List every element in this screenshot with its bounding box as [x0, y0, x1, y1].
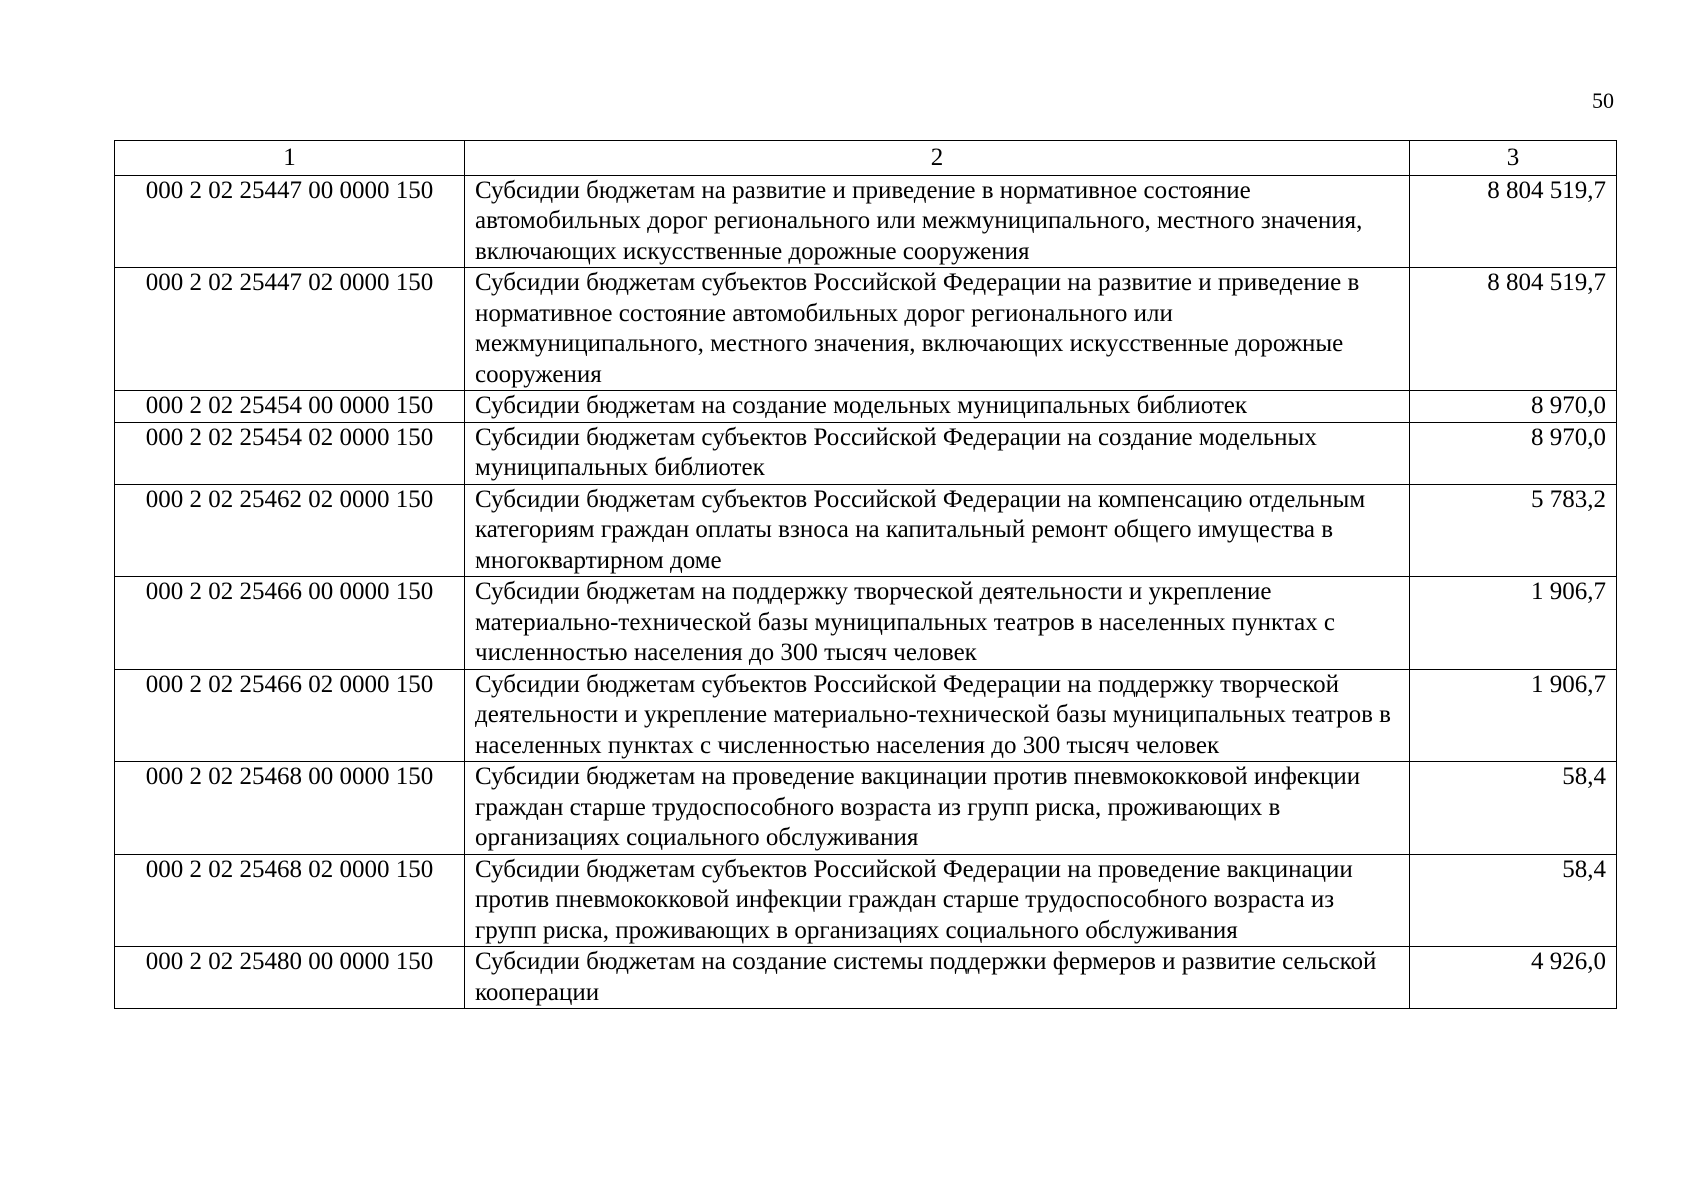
row-code: 000 2 02 25468 00 0000 150	[115, 762, 465, 855]
table-row	[115, 484, 1617, 577]
row-sum: 5 783,2	[1410, 484, 1617, 577]
row-sum: 8 970,0	[1410, 391, 1617, 423]
table-row	[115, 669, 1617, 762]
table-row	[115, 268, 1617, 391]
row-name: Субсидии бюджетам субъектов Российской Федерации на развитие и приведение в нормативное состояние автомобильных дорог регионального или межмуниципального, местного значения, включающих искусственные дорожные сооружения	[465, 268, 1410, 391]
row-sum: 1 906,7	[1410, 669, 1617, 762]
row-sum: 8 970,0	[1410, 422, 1617, 484]
row-name: Субсидии бюджетам на создание модельных муниципальных библиотек	[465, 391, 1410, 423]
table-row	[115, 422, 1617, 484]
row-code: 000 2 02 25447 02 0000 150	[115, 268, 465, 391]
row-name: Субсидии бюджетам на проведение вакцинации против пневмококковой инфекции граждан старше трудоспособного возраста из групп риска, проживающих в организациях социального обслуживания	[465, 762, 1410, 855]
table-header-row	[115, 141, 1617, 176]
table-row	[115, 762, 1617, 855]
column-header-code: 1	[115, 141, 465, 176]
page-number: 50	[1592, 88, 1614, 113]
row-code: 000 2 02 25466 00 0000 150	[115, 577, 465, 670]
row-code: 000 2 02 25454 00 0000 150	[115, 391, 465, 423]
row-code: 000 2 02 25447 00 0000 150	[115, 175, 465, 268]
row-code: 000 2 02 25480 00 0000 150	[115, 947, 465, 1009]
row-sum: 8 804 519,7	[1410, 268, 1617, 391]
row-name: Субсидии бюджетам на развитие и приведение в нормативное состояние автомобильных дорог регионального или межмуниципального, местного значения, включающих искусственные дорожные сооружения	[465, 175, 1410, 268]
table-row	[115, 175, 1617, 268]
column-header-name: 2	[465, 141, 1410, 176]
row-sum: 8 804 519,7	[1410, 175, 1617, 268]
table-row	[115, 947, 1617, 1009]
row-name: Субсидии бюджетам субъектов Российской Федерации на компенсацию отдельным категориям граждан оплаты взноса на капитальный ремонт общего имущества в многоквартирном доме	[465, 484, 1410, 577]
table-row	[115, 391, 1617, 423]
row-name: Субсидии бюджетам на поддержку творческой деятельности и укрепление материально-технической базы муниципальных театров в населенных пунктах с численностью населения до 300 тысяч человек	[465, 577, 1410, 670]
row-name: Субсидии бюджетам на создание системы поддержки фермеров и развитие сельской кооперации	[465, 947, 1410, 1009]
row-sum: 58,4	[1410, 854, 1617, 947]
column-header-sum: 3	[1410, 141, 1617, 176]
table-row	[115, 854, 1617, 947]
row-sum: 58,4	[1410, 762, 1617, 855]
row-code: 000 2 02 25462 02 0000 150	[115, 484, 465, 577]
row-code: 000 2 02 25454 02 0000 150	[115, 422, 465, 484]
row-code: 000 2 02 25468 02 0000 150	[115, 854, 465, 947]
table-row	[115, 577, 1617, 670]
budget-table	[114, 140, 1617, 1009]
row-name: Субсидии бюджетам субъектов Российской Федерации на поддержку творческой деятельности и укрепление материально-технической базы муниципальных театров в населенных пунктах с численностью населения до 300 тысяч человек	[465, 669, 1410, 762]
row-sum: 4 926,0	[1410, 947, 1617, 1009]
row-sum: 1 906,7	[1410, 577, 1617, 670]
row-name: Субсидии бюджетам субъектов Российской Федерации на создание модельных муниципальных библиотек	[465, 422, 1410, 484]
row-name: Субсидии бюджетам субъектов Российской Федерации на проведение вакцинации против пневмококковой инфекции граждан старше трудоспособного возраста из групп риска, проживающих в организациях социального обслуживания	[465, 854, 1410, 947]
row-code: 000 2 02 25466 02 0000 150	[115, 669, 465, 762]
